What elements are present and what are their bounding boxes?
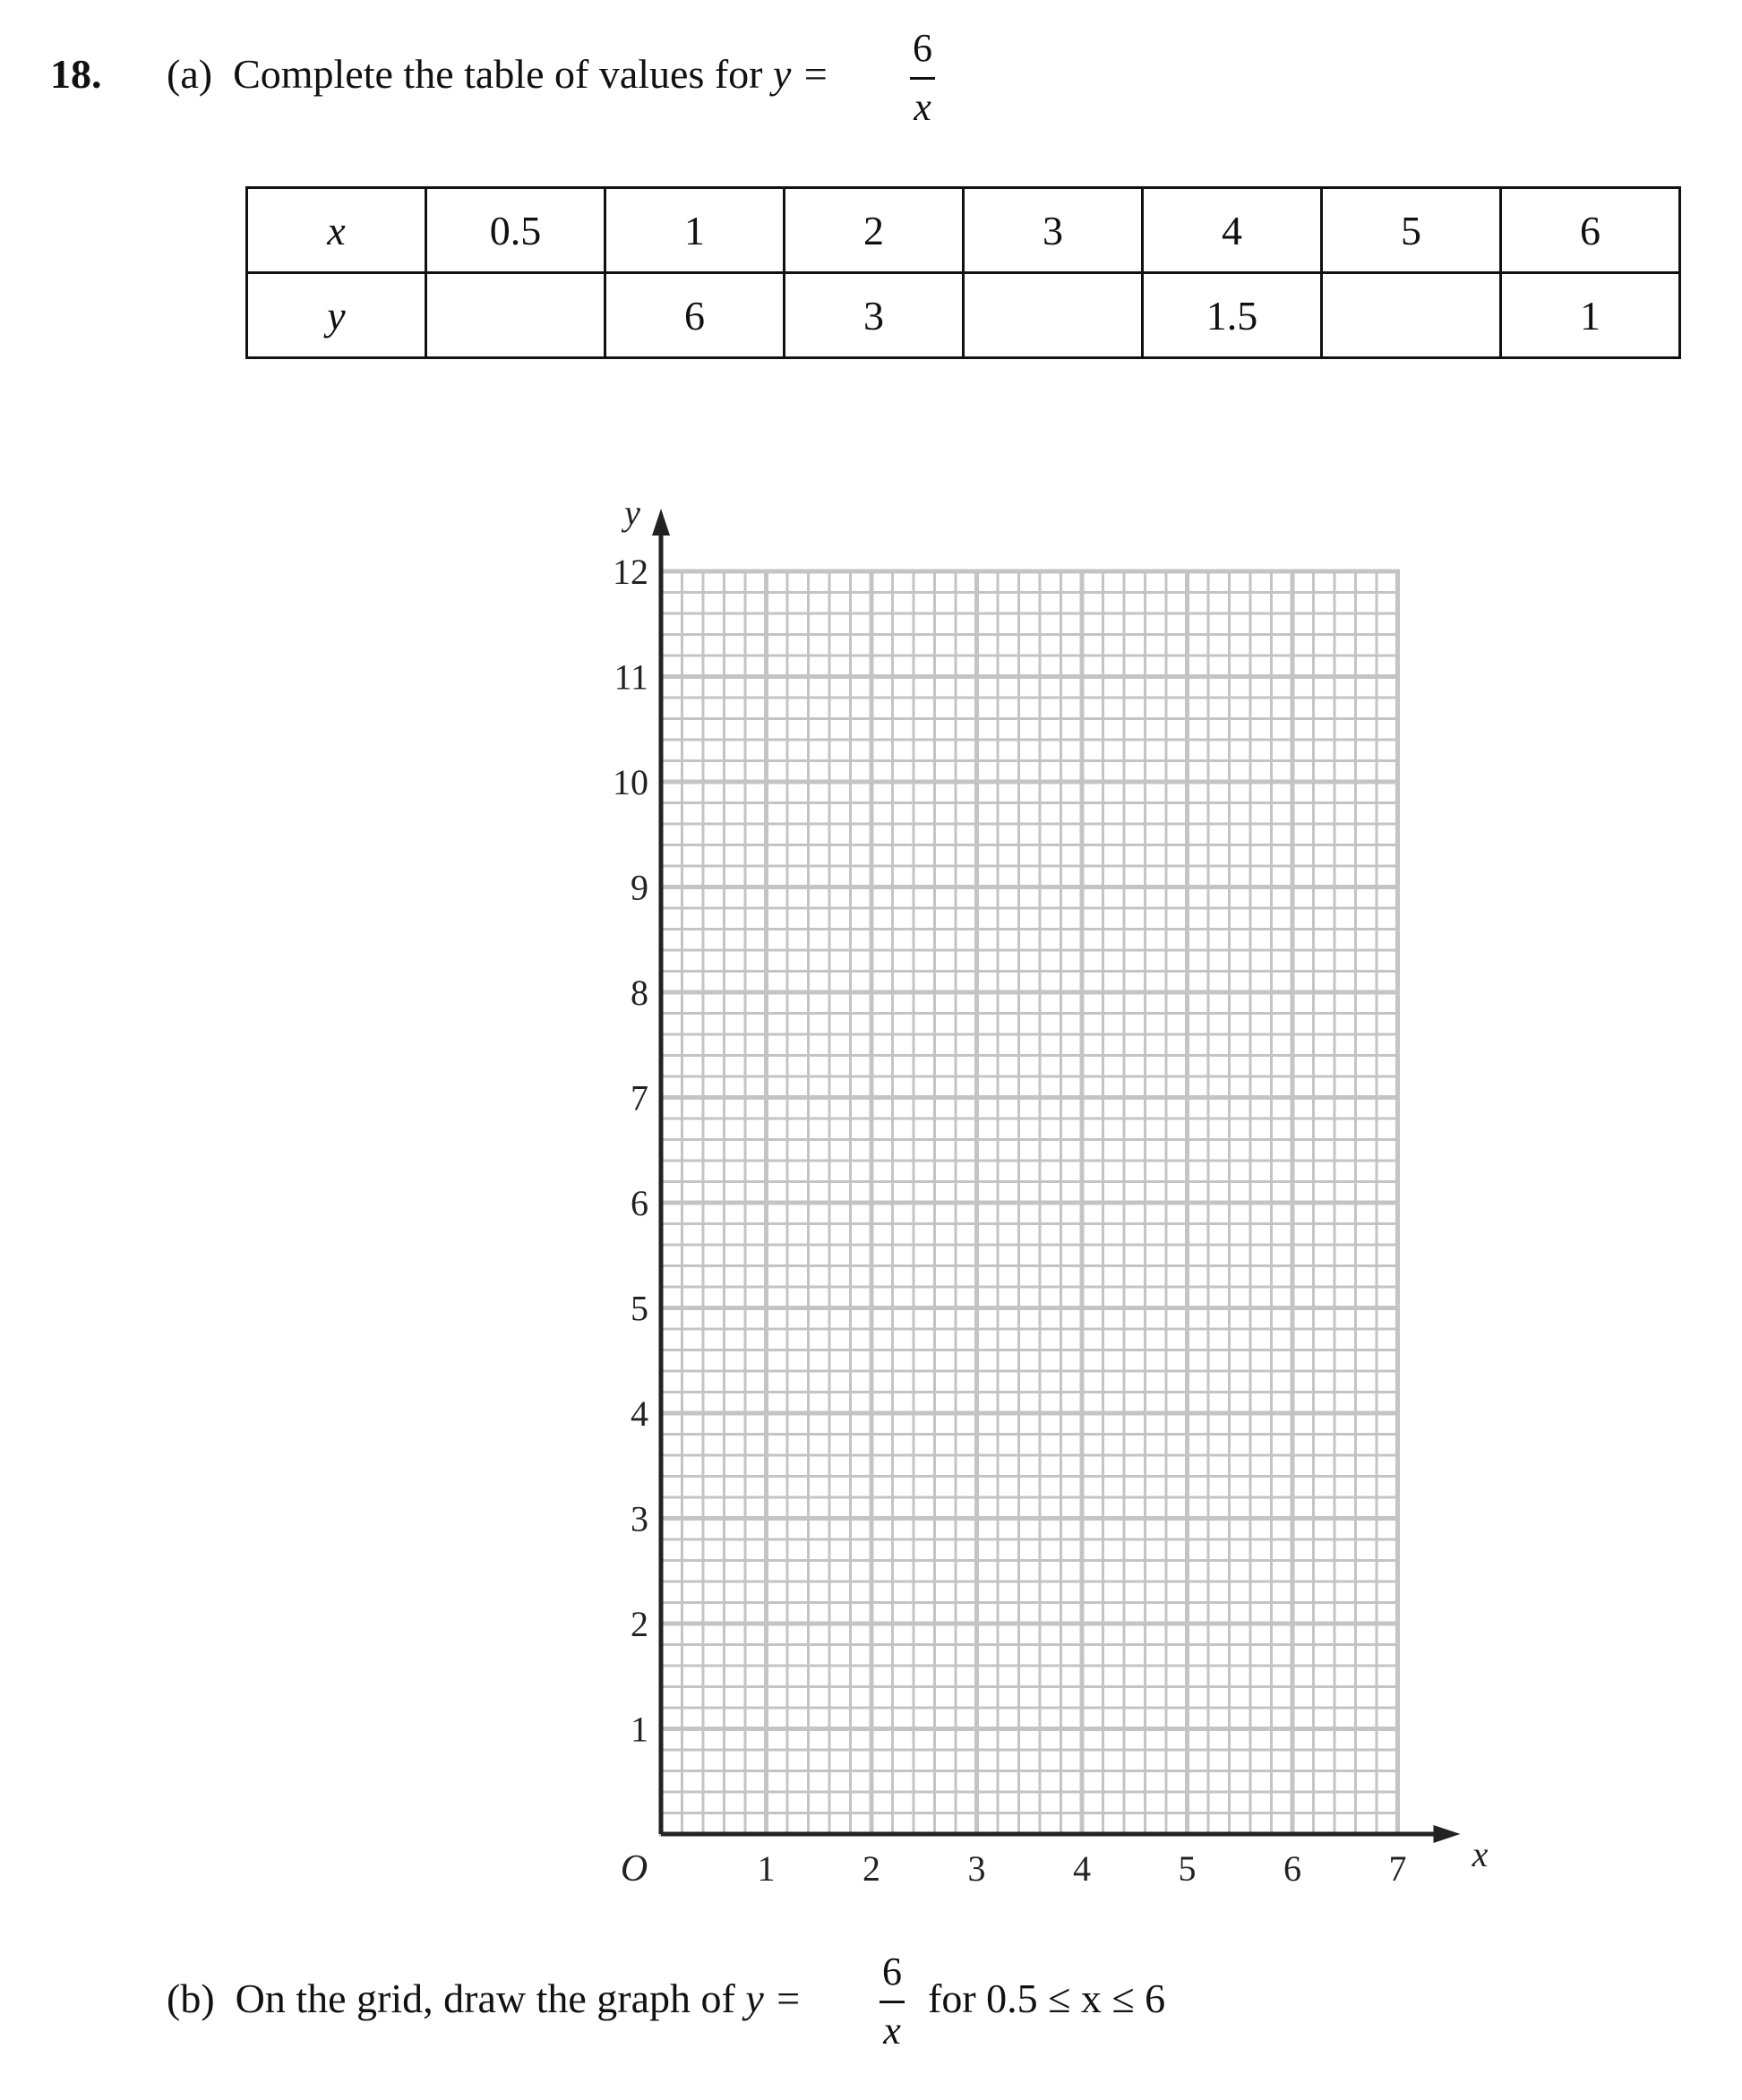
part-b-equation-lhs: y = (745, 1976, 802, 2021)
x-tick-label: 4 (1073, 1848, 1091, 1889)
part-b-label: (b) (167, 1976, 215, 2021)
x-axis-arrow (1434, 1825, 1461, 1843)
x-tick-label: 6 (1283, 1848, 1301, 1889)
part-b-range: for 0.5 ≤ x ≤ 6 (928, 1976, 1166, 2021)
y-tick-label: 12 (613, 552, 648, 592)
table-y-cell: 1.5 (1143, 273, 1322, 358)
part-a-label: (a) (167, 51, 213, 97)
x-tick-label: 3 (967, 1848, 986, 1889)
y-tick-label: 7 (631, 1077, 648, 1119)
x-tick-label: 5 (1178, 1848, 1197, 1889)
y-tick-label: 8 (631, 973, 648, 1013)
table-row-x-label: x (247, 188, 426, 273)
y-tick-label: 3 (631, 1498, 648, 1539)
y-axis-label: y (624, 493, 640, 533)
part-b-text: On the grid, draw the graph of (235, 1976, 735, 2021)
part-a-equation-lhs: y = (772, 51, 829, 97)
y-tick-label: 4 (631, 1393, 648, 1434)
table-x-cell: 0.5 (426, 188, 605, 273)
y-tick-label: 11 (614, 656, 648, 698)
y-axis-arrow (652, 509, 670, 536)
question-number: 18. (50, 51, 102, 97)
table-y-cell: 1 (1501, 273, 1680, 358)
table-x-cell: 4 (1143, 188, 1322, 273)
table-row-y-label: y (247, 273, 426, 358)
y-tick-label: 6 (631, 1183, 648, 1223)
table-x-cell: 2 (785, 188, 964, 273)
y-tick-label: 9 (631, 867, 648, 908)
table-x-cell: 1 (605, 188, 785, 273)
part-a-fraction-numerator: 6 (913, 26, 932, 70)
table-x-cell: 6 (1501, 188, 1680, 273)
y-tick-label: 2 (631, 1604, 648, 1644)
x-tick-label: 1 (757, 1848, 776, 1889)
origin-label: O (620, 1848, 648, 1890)
x-tick-label: 7 (1388, 1848, 1407, 1889)
x-tick-label: 2 (862, 1848, 880, 1889)
part-a-fraction-denominator: x (914, 85, 931, 129)
table-y-cell: 3 (785, 273, 964, 358)
table-x-cell: 3 (964, 188, 1143, 273)
part-b-prompt (167, 1975, 802, 2022)
part-b-fraction-numerator: 6 (882, 1950, 902, 1993)
y-tick-label: 1 (631, 1709, 648, 1750)
table-y-cell: 6 (605, 273, 785, 358)
y-tick-label: 10 (613, 762, 648, 802)
part-b-fraction-bar (880, 2001, 905, 2003)
y-tick-label: 5 (631, 1288, 648, 1329)
part-a-text: Complete the table of values for (233, 51, 763, 97)
table-x-cell: 5 (1322, 188, 1501, 273)
x-axis-label: x (1472, 1834, 1489, 1874)
part-b-fraction-denominator: x (883, 2009, 901, 2053)
